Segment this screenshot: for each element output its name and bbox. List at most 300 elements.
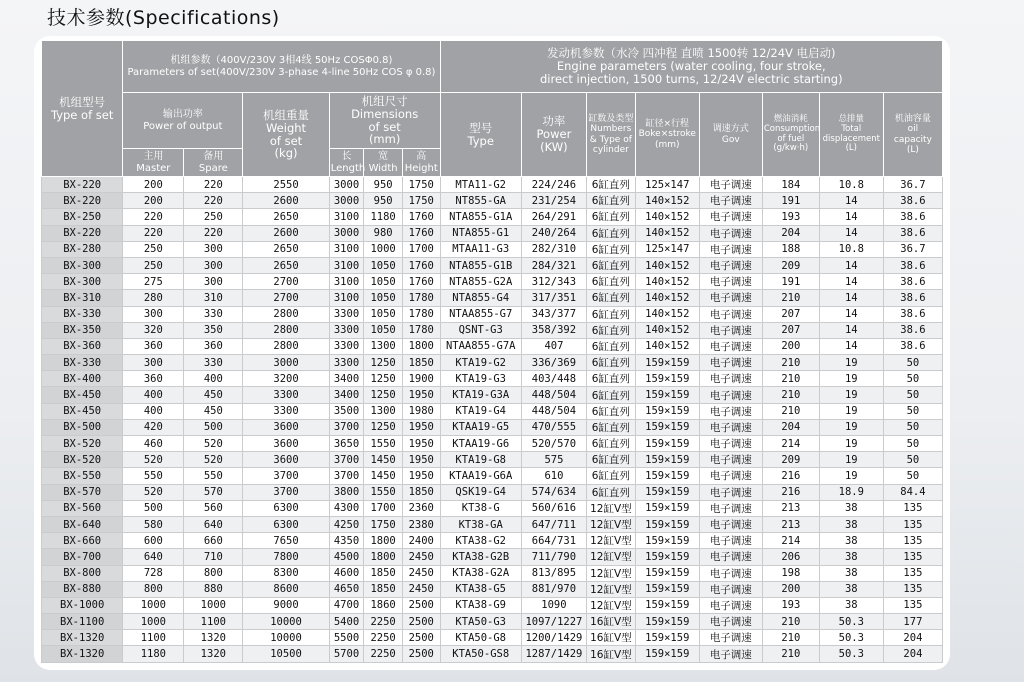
cell-bore-stroke: 140×152 — [635, 338, 699, 354]
cell-master: 640 — [123, 549, 184, 565]
cell-fuel: 204 — [762, 419, 819, 435]
cell-weight: 2650 — [243, 257, 329, 273]
cell-model: BX-300 — [42, 274, 123, 290]
cell-width: 1250 — [364, 355, 403, 371]
cell-cylinders: 6缸直列 — [586, 290, 635, 306]
cell-model: BX-350 — [42, 322, 123, 338]
cell-oil-capacity: 38.6 — [883, 209, 942, 225]
cell-type: KTA38-G2A — [440, 565, 521, 581]
cell-cylinders: 6缸直列 — [586, 403, 635, 419]
cell-cylinders: 6缸直列 — [586, 484, 635, 500]
cell-cylinders: 6缸直列 — [586, 193, 635, 209]
cell-height: 2450 — [402, 565, 440, 581]
cell-master: 200 — [123, 177, 184, 193]
cell-model: BX-880 — [42, 581, 123, 597]
cell-spare: 520 — [184, 436, 243, 452]
cell-width: 1550 — [364, 436, 403, 452]
cell-displacement: 38 — [819, 516, 883, 532]
cell-length: 3500 — [329, 403, 364, 419]
cell-type: KTA50-G3 — [440, 614, 521, 630]
cell-master: 800 — [123, 581, 184, 597]
header-length: 长 Length — [329, 149, 364, 177]
cell-power: 1287/1429 — [521, 646, 586, 662]
cell-height: 2360 — [402, 500, 440, 516]
cell-cylinders: 6缸直列 — [586, 177, 635, 193]
cell-displacement: 19 — [819, 371, 883, 387]
cell-model: BX-400 — [42, 371, 123, 387]
cell-length: 3100 — [329, 290, 364, 306]
cell-power: 336/369 — [521, 355, 586, 371]
cell-length: 3400 — [329, 387, 364, 403]
cell-weight: 2800 — [243, 306, 329, 322]
cell-height: 1950 — [402, 436, 440, 452]
cell-spare: 220 — [184, 193, 243, 209]
cell-cylinders: 12缸V型 — [586, 516, 635, 532]
cell-spare: 330 — [184, 355, 243, 371]
cell-type: KTA19-G3 — [440, 371, 521, 387]
cell-length: 3000 — [329, 225, 364, 241]
cell-spare: 1100 — [184, 614, 243, 630]
cell-cylinders: 6缸直列 — [586, 355, 635, 371]
cell-length: 5400 — [329, 614, 364, 630]
cell-power: 711/790 — [521, 549, 586, 565]
cell-weight: 3300 — [243, 403, 329, 419]
cell-power: 284/321 — [521, 257, 586, 273]
cell-cylinders: 6缸直列 — [586, 209, 635, 225]
cell-bore-stroke: 159×159 — [635, 371, 699, 387]
header-model: 机组型号 Type of set — [42, 41, 123, 177]
cell-master: 220 — [123, 225, 184, 241]
cell-displacement: 19 — [819, 403, 883, 419]
cell-type: NTA855-G2A — [440, 274, 521, 290]
cell-gov: 电子调速 — [699, 500, 762, 516]
cell-width: 1250 — [364, 387, 403, 403]
cell-power: 881/970 — [521, 581, 586, 597]
cell-weight: 3200 — [243, 371, 329, 387]
header-gov: 调速方式 Gov — [699, 93, 762, 177]
cell-cylinders: 12缸V型 — [586, 500, 635, 516]
cell-spare: 570 — [184, 484, 243, 500]
cell-weight: 2800 — [243, 338, 329, 354]
cell-bore-stroke: 159×159 — [635, 549, 699, 565]
cell-type: KTA19-G4 — [440, 403, 521, 419]
cell-cylinders: 12缸V型 — [586, 565, 635, 581]
header-oil-capacity: 机油容量 oil capacity (L) — [883, 93, 942, 177]
cell-width: 950 — [364, 177, 403, 193]
cell-oil-capacity: 135 — [883, 500, 942, 516]
cell-fuel: 210 — [762, 403, 819, 419]
header-output: 输出功率 Power of output — [123, 93, 243, 149]
cell-width: 1180 — [364, 209, 403, 225]
cell-length: 3700 — [329, 419, 364, 435]
cell-width: 2250 — [364, 646, 403, 662]
cell-weight: 2800 — [243, 322, 329, 338]
cell-model: BX-700 — [42, 549, 123, 565]
cell-oil-capacity: 50 — [883, 452, 942, 468]
cell-width: 1050 — [364, 274, 403, 290]
cell-master: 400 — [123, 403, 184, 419]
table-row — [42, 614, 943, 630]
cell-master: 460 — [123, 436, 184, 452]
cell-oil-capacity: 177 — [883, 614, 942, 630]
cell-fuel: 191 — [762, 193, 819, 209]
cell-model: BX-1320 — [42, 646, 123, 662]
cell-oil-capacity: 50 — [883, 371, 942, 387]
table-row — [42, 274, 943, 290]
cell-gov: 电子调速 — [699, 452, 762, 468]
cell-type: KT38-GA — [440, 516, 521, 532]
cell-fuel: 213 — [762, 500, 819, 516]
cell-displacement: 50.3 — [819, 614, 883, 630]
cell-spare: 310 — [184, 290, 243, 306]
cell-oil-capacity: 135 — [883, 581, 942, 597]
cell-fuel: 210 — [762, 387, 819, 403]
cell-power: 403/448 — [521, 371, 586, 387]
cell-weight: 3600 — [243, 452, 329, 468]
cell-height: 1700 — [402, 241, 440, 257]
cell-cylinders: 12缸V型 — [586, 533, 635, 549]
cell-type: KTA19-G3A — [440, 387, 521, 403]
table-row — [42, 597, 943, 613]
cell-model: BX-250 — [42, 209, 123, 225]
cell-length: 4600 — [329, 565, 364, 581]
cell-displacement: 18.9 — [819, 484, 883, 500]
cell-width: 1860 — [364, 597, 403, 613]
cell-bore-stroke: 159×159 — [635, 387, 699, 403]
header-displacement: 总排量 Total displacement (L) — [819, 93, 883, 177]
table-row — [42, 241, 943, 257]
cell-weight: 7800 — [243, 549, 329, 565]
cell-cylinders: 12缸V型 — [586, 581, 635, 597]
cell-height: 1760 — [402, 225, 440, 241]
cell-weight: 2700 — [243, 290, 329, 306]
cell-type: NTA855-G4 — [440, 290, 521, 306]
cell-fuel: 206 — [762, 549, 819, 565]
cell-type: NTA855-G1A — [440, 209, 521, 225]
cell-length: 3700 — [329, 452, 364, 468]
table-row — [42, 387, 943, 403]
cell-bore-stroke: 159×159 — [635, 484, 699, 500]
cell-gov: 电子调速 — [699, 468, 762, 484]
cell-master: 550 — [123, 468, 184, 484]
cell-weight: 8300 — [243, 565, 329, 581]
cell-type: KTA19-G2 — [440, 355, 521, 371]
cell-length: 3000 — [329, 177, 364, 193]
cell-bore-stroke: 140×152 — [635, 306, 699, 322]
cell-power: 470/555 — [521, 419, 586, 435]
cell-width: 1700 — [364, 500, 403, 516]
cell-fuel: 216 — [762, 468, 819, 484]
cell-model: BX-520 — [42, 452, 123, 468]
table-row — [42, 338, 943, 354]
cell-cylinders: 16缸V型 — [586, 630, 635, 646]
cell-length: 3000 — [329, 193, 364, 209]
table-row — [42, 306, 943, 322]
cell-oil-capacity: 38.6 — [883, 338, 942, 354]
header-spare: 备用 Spare — [184, 149, 243, 177]
cell-bore-stroke: 159×159 — [635, 533, 699, 549]
cell-type: NT855-GA — [440, 193, 521, 209]
cell-width: 1050 — [364, 306, 403, 322]
cell-bore-stroke: 159×159 — [635, 355, 699, 371]
cell-cylinders: 6缸直列 — [586, 241, 635, 257]
cell-power: 575 — [521, 452, 586, 468]
cell-model: BX-330 — [42, 355, 123, 371]
cell-height: 1800 — [402, 338, 440, 354]
cell-type: NTAA855-G7A — [440, 338, 521, 354]
cell-model: BX-1000 — [42, 597, 123, 613]
cell-cylinders: 12缸V型 — [586, 549, 635, 565]
header-cylinders: 缸数及类型 Numbers & Type of cylinder — [586, 93, 635, 177]
cell-weight: 8600 — [243, 581, 329, 597]
header-set-params: 机组参数（400V/230V 3相4线 50Hz COSΦ0.8) Parameters of set(400V/230V 3-phase 4-line 50Hz COS φ 0.8) — [123, 41, 440, 93]
cell-oil-capacity: 36.7 — [883, 241, 942, 257]
table-row — [42, 403, 943, 419]
cell-oil-capacity: 38.6 — [883, 290, 942, 306]
cell-power: 231/254 — [521, 193, 586, 209]
cell-spare: 880 — [184, 581, 243, 597]
cell-bore-stroke: 159×159 — [635, 500, 699, 516]
cell-spare: 400 — [184, 371, 243, 387]
cell-length: 5700 — [329, 646, 364, 662]
cell-type: QSK19-G4 — [440, 484, 521, 500]
cell-displacement: 19 — [819, 387, 883, 403]
cell-length: 3100 — [329, 241, 364, 257]
cell-width: 2250 — [364, 630, 403, 646]
cell-fuel: 209 — [762, 452, 819, 468]
header-engine-params: 发动机参数（水冷 四冲程 直喷 1500转 12/24V 电启动) Engine parameters (water cooling, four stroke, direct injection, 1500 turns, 12/24V electric starting) — [440, 41, 942, 93]
cell-type: KTA19-G8 — [440, 452, 521, 468]
cell-displacement: 38 — [819, 500, 883, 516]
cell-model: BX-280 — [42, 241, 123, 257]
cell-gov: 电子调速 — [699, 322, 762, 338]
cell-model: BX-450 — [42, 387, 123, 403]
cell-height: 1950 — [402, 452, 440, 468]
cell-power: 610 — [521, 468, 586, 484]
cell-height: 1900 — [402, 371, 440, 387]
cell-power: 317/351 — [521, 290, 586, 306]
cell-height: 1780 — [402, 306, 440, 322]
cell-gov: 电子调速 — [699, 581, 762, 597]
cell-spare: 350 — [184, 322, 243, 338]
cell-height: 1760 — [402, 209, 440, 225]
cell-length: 4500 — [329, 549, 364, 565]
cell-fuel: 191 — [762, 274, 819, 290]
cell-oil-capacity: 36.7 — [883, 177, 942, 193]
table-row — [42, 257, 943, 273]
cell-displacement: 14 — [819, 322, 883, 338]
cell-type: KTAA19-G5 — [440, 419, 521, 435]
cell-gov: 电子调速 — [699, 484, 762, 500]
header-master: 主用 Master — [123, 149, 184, 177]
specifications-table — [41, 40, 943, 663]
cell-displacement: 50.3 — [819, 646, 883, 662]
cell-oil-capacity: 50 — [883, 387, 942, 403]
cell-master: 275 — [123, 274, 184, 290]
cell-model: BX-520 — [42, 436, 123, 452]
cell-fuel: 204 — [762, 225, 819, 241]
cell-bore-stroke: 159×159 — [635, 581, 699, 597]
cell-spare: 560 — [184, 500, 243, 516]
cell-oil-capacity: 135 — [883, 549, 942, 565]
cell-spare: 220 — [184, 225, 243, 241]
cell-width: 1000 — [364, 241, 403, 257]
cell-length: 3700 — [329, 468, 364, 484]
cell-gov: 电子调速 — [699, 436, 762, 452]
cell-height: 1950 — [402, 468, 440, 484]
cell-bore-stroke: 125×147 — [635, 177, 699, 193]
cell-height: 1780 — [402, 290, 440, 306]
cell-fuel: 193 — [762, 597, 819, 613]
cell-master: 200 — [123, 193, 184, 209]
cell-width: 1450 — [364, 452, 403, 468]
table-row — [42, 419, 943, 435]
cell-bore-stroke: 159×159 — [635, 452, 699, 468]
cell-width: 950 — [364, 193, 403, 209]
cell-spare: 550 — [184, 468, 243, 484]
header-type: 型号 Type — [440, 93, 521, 177]
cell-power: 813/895 — [521, 565, 586, 581]
cell-width: 1550 — [364, 484, 403, 500]
cell-oil-capacity: 135 — [883, 597, 942, 613]
cell-weight: 10000 — [243, 630, 329, 646]
cell-spare: 330 — [184, 306, 243, 322]
cell-type: KTA50-G8 — [440, 630, 521, 646]
cell-displacement: 14 — [819, 290, 883, 306]
cell-length: 3100 — [329, 274, 364, 290]
cell-model: BX-560 — [42, 500, 123, 516]
cell-power: 1090 — [521, 597, 586, 613]
cell-fuel: 213 — [762, 516, 819, 532]
cell-width: 1750 — [364, 516, 403, 532]
cell-height: 2500 — [402, 597, 440, 613]
table-row — [42, 193, 943, 209]
cell-bore-stroke: 140×152 — [635, 257, 699, 273]
cell-fuel: 210 — [762, 614, 819, 630]
cell-gov: 电子调速 — [699, 387, 762, 403]
cell-displacement: 14 — [819, 225, 883, 241]
cell-width: 1050 — [364, 257, 403, 273]
cell-displacement: 38 — [819, 565, 883, 581]
cell-height: 1950 — [402, 387, 440, 403]
table-row — [42, 436, 943, 452]
table-row — [42, 209, 943, 225]
cell-cylinders: 6缸直列 — [586, 225, 635, 241]
cell-displacement: 38 — [819, 597, 883, 613]
cell-spare: 300 — [184, 257, 243, 273]
cell-fuel: 210 — [762, 355, 819, 371]
cell-weight: 3700 — [243, 468, 329, 484]
cell-gov: 电子调速 — [699, 193, 762, 209]
cell-fuel: 214 — [762, 533, 819, 549]
cell-weight: 10000 — [243, 614, 329, 630]
cell-bore-stroke: 140×152 — [635, 290, 699, 306]
cell-width: 1300 — [364, 338, 403, 354]
cell-height: 1760 — [402, 274, 440, 290]
cell-displacement: 14 — [819, 257, 883, 273]
cell-master: 1000 — [123, 614, 184, 630]
cell-master: 250 — [123, 257, 184, 273]
cell-power: 264/291 — [521, 209, 586, 225]
cell-type: NTA855-G1 — [440, 225, 521, 241]
cell-gov: 电子调速 — [699, 403, 762, 419]
cell-cylinders: 16缸V型 — [586, 646, 635, 662]
cell-bore-stroke: 159×159 — [635, 630, 699, 646]
cell-fuel: 198 — [762, 565, 819, 581]
cell-displacement: 19 — [819, 452, 883, 468]
cell-weight: 9000 — [243, 597, 329, 613]
cell-model: BX-800 — [42, 565, 123, 581]
cell-cylinders: 6缸直列 — [586, 452, 635, 468]
table-row — [42, 177, 943, 193]
cell-height: 1850 — [402, 355, 440, 371]
table-body — [42, 177, 943, 663]
table-row — [42, 290, 943, 306]
cell-displacement: 14 — [819, 306, 883, 322]
cell-type: KTA38-G2 — [440, 533, 521, 549]
cell-height: 2380 — [402, 516, 440, 532]
cell-spare: 250 — [184, 209, 243, 225]
cell-master: 728 — [123, 565, 184, 581]
cell-bore-stroke: 140×152 — [635, 322, 699, 338]
cell-model: BX-220 — [42, 193, 123, 209]
cell-weight: 3300 — [243, 387, 329, 403]
cell-length: 3650 — [329, 436, 364, 452]
cell-model: BX-1320 — [42, 630, 123, 646]
cell-master: 420 — [123, 419, 184, 435]
cell-model: BX-220 — [42, 225, 123, 241]
cell-fuel: 207 — [762, 322, 819, 338]
cell-fuel: 200 — [762, 338, 819, 354]
cell-bore-stroke: 159×159 — [635, 419, 699, 435]
cell-type: KTAA19-G6A — [440, 468, 521, 484]
cell-bore-stroke: 159×159 — [635, 646, 699, 662]
cell-master: 300 — [123, 306, 184, 322]
cell-master: 500 — [123, 500, 184, 516]
cell-master: 280 — [123, 290, 184, 306]
cell-spare: 300 — [184, 274, 243, 290]
cell-weight: 7650 — [243, 533, 329, 549]
cell-gov: 电子调速 — [699, 306, 762, 322]
cell-weight: 6300 — [243, 500, 329, 516]
cell-height: 1850 — [402, 484, 440, 500]
cell-height: 1780 — [402, 322, 440, 338]
cell-model: BX-360 — [42, 338, 123, 354]
cell-displacement: 38 — [819, 581, 883, 597]
cell-oil-capacity: 50 — [883, 436, 942, 452]
header-weight: 机组重量 Weight of set (kg) — [243, 93, 329, 177]
table-row — [42, 452, 943, 468]
cell-cylinders: 12缸V型 — [586, 597, 635, 613]
cell-width: 2250 — [364, 614, 403, 630]
table-row — [42, 630, 943, 646]
cell-bore-stroke: 159×159 — [635, 468, 699, 484]
cell-type: KT38-G — [440, 500, 521, 516]
cell-model: BX-570 — [42, 484, 123, 500]
cell-power: 448/504 — [521, 387, 586, 403]
cell-weight: 3600 — [243, 436, 329, 452]
cell-power: 312/343 — [521, 274, 586, 290]
cell-bore-stroke: 140×152 — [635, 209, 699, 225]
cell-displacement: 10.8 — [819, 241, 883, 257]
cell-spare: 450 — [184, 403, 243, 419]
cell-displacement: 38 — [819, 549, 883, 565]
cell-power: 664/731 — [521, 533, 586, 549]
cell-width: 1850 — [364, 565, 403, 581]
header-height: 高 Height — [402, 149, 440, 177]
cell-length: 3400 — [329, 371, 364, 387]
cell-width: 1800 — [364, 533, 403, 549]
